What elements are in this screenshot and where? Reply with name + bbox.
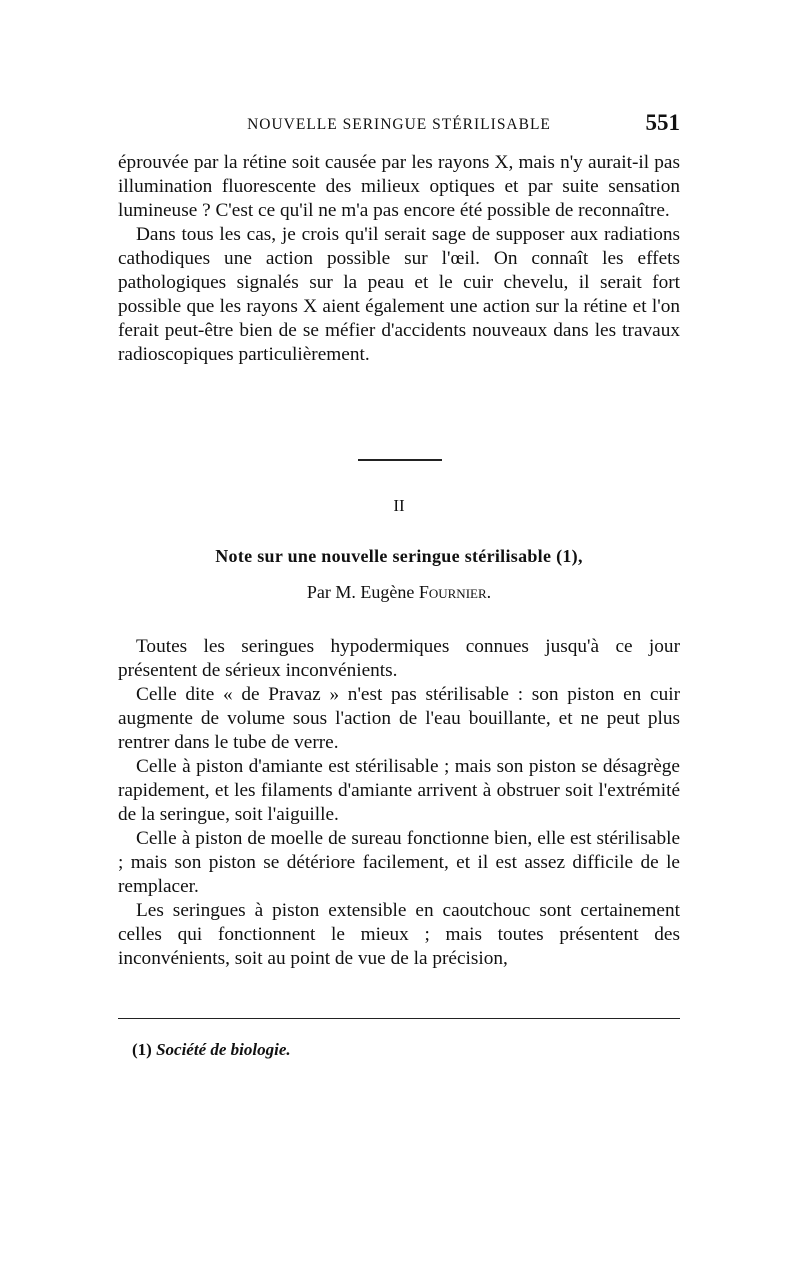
book-page — [118, 100, 680, 1180]
running-head — [118, 110, 680, 140]
paragraph: Toutes les seringues hypodermiques connues jusqu'à ce jour présentent de sérieux inconvénients. — [118, 636, 680, 681]
section-separator-rule — [358, 459, 442, 461]
running-title: NOUVELLE SERINGUE STÉRILISABLE — [247, 116, 551, 133]
author-name: Fournier. — [418, 582, 492, 602]
footnote-rule — [118, 1018, 680, 1019]
continued-text — [118, 151, 680, 367]
footnote-marker: (1) — [132, 1040, 152, 1059]
article-body — [118, 635, 680, 971]
paragraph: Celle à piston d'amiante est stérilisable ; mais son piston se désagrège rapidement, et les filaments d'amiante arrivent à obstruer soit l'extrémité de la seringue, soit l'aiguille. — [118, 756, 680, 825]
paragraph: Celle à piston de moelle de sureau fonctionne bien, elle est stérilisable ; mais son piston se détériore facilement, et il est assez difficile de le remplacer. — [118, 828, 680, 897]
paragraph: éprouvée par la rétine soit causée par les rayons X, mais n'y aurait-il pas illumination fluorescente des milieux optiques et par suite sensation lumineuse ? C'est ce qu'il ne m'a pas encore été possible de reconnaître. — [118, 152, 680, 221]
article-title: Note sur une nouvelle seringue stérilisable (1), — [215, 546, 583, 566]
paragraph: Les seringues à piston extensible en caoutchouc sont certainement celles qui fonctionnent le mieux ; mais toutes présentent des inconvénients, soit au point de vue de la précision, — [118, 900, 680, 969]
section-number: II — [393, 496, 405, 515]
paragraph: Dans tous les cas, je crois qu'il serait sage de supposer aux radiations cathodiques une action possible sur l'œil. On connaît les effets pathologiques signalés sur la peau et le cuir chevelu, il serait fort possible que les rayons X aient également une action sur la rétine et l'on ferait peut-être bien de se méfier d'accidents nouveaux dans les travaux radioscopiques particulièrement. — [118, 224, 680, 365]
footnote-source: Société de biologie. — [156, 1040, 291, 1059]
page-number: 551 — [645, 110, 680, 135]
author-prefix: Par M. Eugène — [306, 582, 415, 602]
paragraph: Celle dite « de Pravaz » n'est pas stérilisable : son piston en cuir augmente de volume sous l'action de l'eau bouillante, et ne peut plus rentrer dans le tube de verre. — [118, 684, 680, 753]
article-author — [118, 582, 680, 603]
footnote — [132, 1040, 291, 1060]
